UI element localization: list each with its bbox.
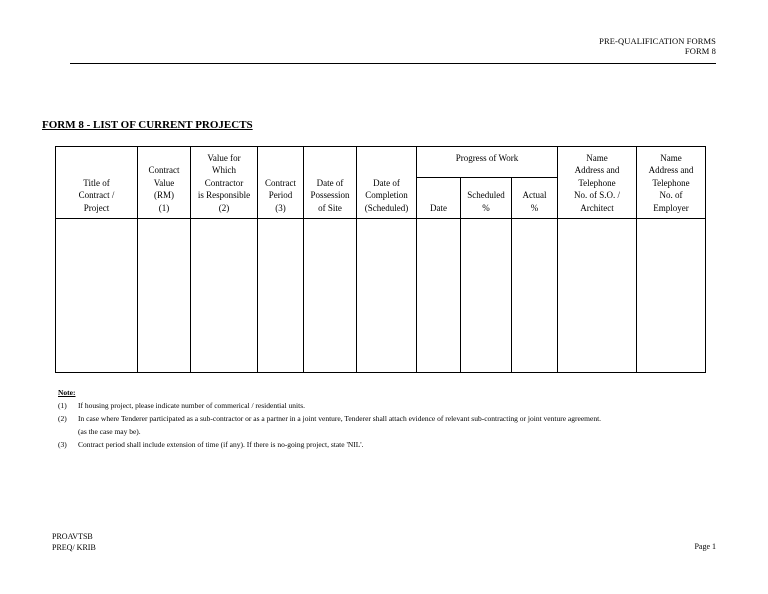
note-number: (1) <box>58 401 67 410</box>
col-contract-period: Contract Period (3) <box>258 147 304 219</box>
cell-date-of-possession[interactable] <box>304 219 357 373</box>
note-text: If housing project, please indicate number of commerical / residential units. <box>78 401 306 410</box>
col-progress-date: Date <box>417 178 461 219</box>
cell-contract-value[interactable] <box>138 219 191 373</box>
col-title-of-contract: Title of Contract / Project <box>56 147 138 219</box>
col-value-responsible: Value for Which Contractor is Responsible (2) <box>191 147 258 219</box>
cell-progress-date[interactable] <box>417 219 461 373</box>
notes-title: Note: <box>58 388 76 397</box>
page-number: Page 1 <box>694 542 716 551</box>
note-item <box>58 438 601 451</box>
note-number: (3) <box>58 440 67 449</box>
header-divider <box>70 63 716 64</box>
current-projects-table <box>55 146 706 373</box>
header-form-number: FORM 8 <box>684 46 716 56</box>
notes-section <box>58 386 601 451</box>
cell-name-employer[interactable] <box>637 219 706 373</box>
note-number: (2) <box>58 414 67 423</box>
footer-line-1: PROAVTSB <box>52 532 93 541</box>
cell-contract-period[interactable] <box>258 219 304 373</box>
cell-date-of-completion[interactable] <box>357 219 417 373</box>
note-text: Contract period shall include extension of time (if any). If there is no-going project, state 'NIL'. <box>78 440 364 449</box>
note-continuation: (as the case may be). <box>78 427 141 436</box>
cell-progress-scheduled[interactable] <box>461 219 512 373</box>
col-progress-actual: Actual % <box>512 178 558 219</box>
note-item <box>58 412 601 425</box>
form-title: FORM 8 - LIST OF CURRENT PROJECTS <box>42 119 253 131</box>
col-name-employer: Name Address and Telephone No. of Employer <box>637 147 706 219</box>
note-text: In case where Tenderer participated as a sub-contractor or as a partner in a joint venture, Tenderer shall attach evidence of relevant sub-contracting or joint venture agreement. <box>78 414 602 423</box>
document-header <box>599 36 716 56</box>
col-date-of-possession: Date of Possession of Site <box>304 147 357 219</box>
footer-line-2: PREQ/ KRIB <box>52 542 96 552</box>
table-row <box>56 219 706 373</box>
note-item <box>58 399 601 412</box>
cell-title-of-contract[interactable] <box>56 219 138 373</box>
col-group-progress-of-work: Progress of Work <box>417 147 558 178</box>
col-name-so-architect: Name Address and Telephone No. of S.O. / Architect <box>558 147 637 219</box>
cell-value-responsible[interactable] <box>191 219 258 373</box>
col-date-of-completion: Date of Completion (Scheduled) <box>357 147 417 219</box>
cell-name-so-architect[interactable] <box>558 219 637 373</box>
header-title: PRE-QUALIFICATION FORMS <box>599 36 716 46</box>
footer-reference <box>52 532 96 553</box>
cell-progress-actual[interactable] <box>512 219 558 373</box>
col-progress-scheduled: Scheduled % <box>461 178 512 219</box>
col-contract-value: Contract Value (RM) (1) <box>138 147 191 219</box>
